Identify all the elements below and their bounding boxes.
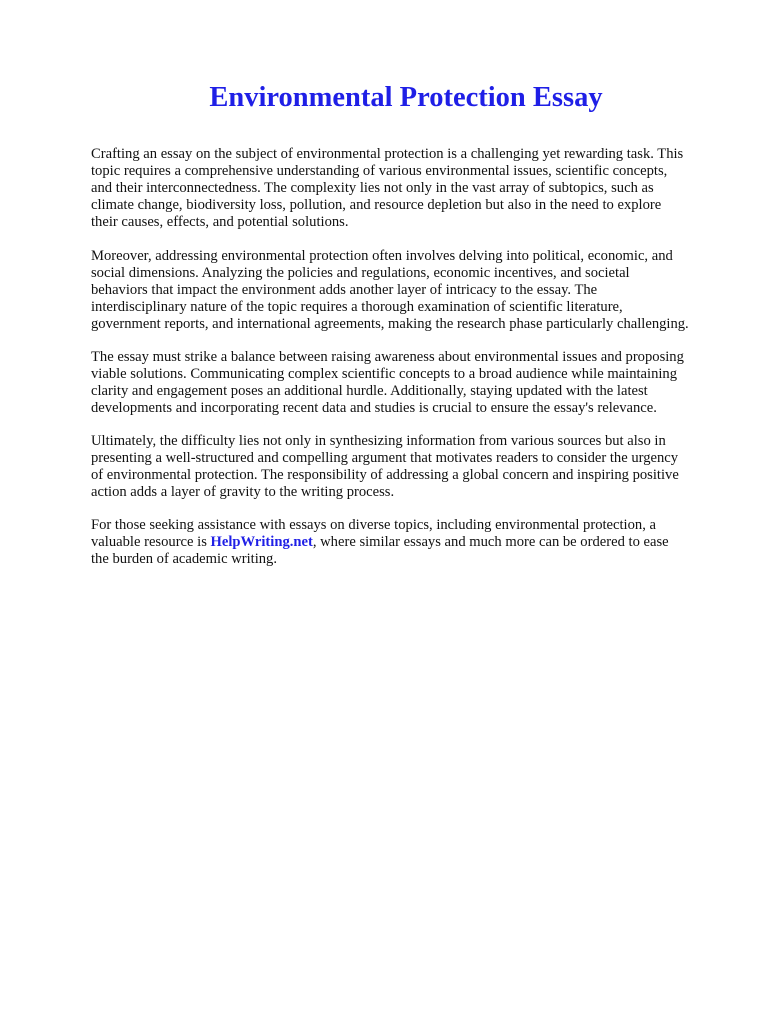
paragraph-line: Crafting an essay on the subject of environmental protection is a challenging yet rewarding task. This <box>91 146 684 162</box>
paragraph-line: climate change, biodiversity loss, pollution, and resource depletion but also in the need to explore <box>91 197 662 213</box>
closing-paragraph <box>91 517 669 568</box>
paragraph-line: clarity and engagement poses an additional hurdle. Additionally, staying updated with the latest <box>91 383 648 399</box>
paragraph-line: Ultimately, the difficulty lies not only in synthesizing information from various sources but also in <box>91 433 666 449</box>
paragraph-line: action adds a layer of gravity to the writing process. <box>91 484 395 500</box>
helpwriting-link[interactable]: HelpWriting.net <box>210 534 313 550</box>
paragraph-line: interdisciplinary nature of the topic requires a thorough examination of scientific literature, <box>91 299 623 315</box>
paragraph-line: The essay must strike a balance between raising awareness about environmental issues and proposing <box>91 349 684 365</box>
paragraph-line: and their interconnectedness. The complexity lies not only in the vast array of subtopics, such as <box>91 180 654 196</box>
paragraph-line: the burden of academic writing. <box>91 551 277 567</box>
paragraph-3 <box>91 349 684 417</box>
link-lead-text: valuable resource is <box>91 534 211 550</box>
paragraph-4 <box>91 433 679 501</box>
link-trail-text: , where similar essays and much more can be ordered to ease <box>312 534 669 550</box>
paragraph-2 <box>91 248 689 333</box>
paragraph-line: developments and incorporating recent data and studies is crucial to ensure the essay's relevance. <box>91 400 657 416</box>
paragraph-line: social dimensions. Analyzing the policies and regulations, economic incentives, and societal <box>91 265 630 281</box>
page-title: Environmental Protection Essay <box>209 82 603 113</box>
paragraph-line <box>91 534 669 551</box>
paragraph-line: government reports, and international agreements, making the research phase particularly challenging. <box>91 316 689 332</box>
paragraph-line: their causes, effects, and potential solutions. <box>91 214 349 230</box>
paragraph-line: viable solutions. Communicating complex scientific concepts to a broad audience while maintaining <box>91 366 678 382</box>
paragraph-line: Moreover, addressing environmental protection often involves delving into political, economic, and <box>91 248 673 264</box>
paragraph-1 <box>91 146 683 231</box>
paragraph-line: For those seeking assistance with essays on diverse topics, including environmental protection, a <box>91 517 656 533</box>
paragraph-line: of environmental protection. The responsibility of addressing a global concern and inspiring positive <box>91 467 679 483</box>
paragraph-line: topic requires a comprehensive understanding of various environmental issues, scientific concepts, <box>91 163 668 179</box>
paragraph-line: presenting a well-structured and compelling argument that motivates readers to consider the urgency <box>91 450 679 466</box>
paragraph-line: behaviors that impact the environment adds another layer of intricacy to the essay. The <box>91 282 598 298</box>
